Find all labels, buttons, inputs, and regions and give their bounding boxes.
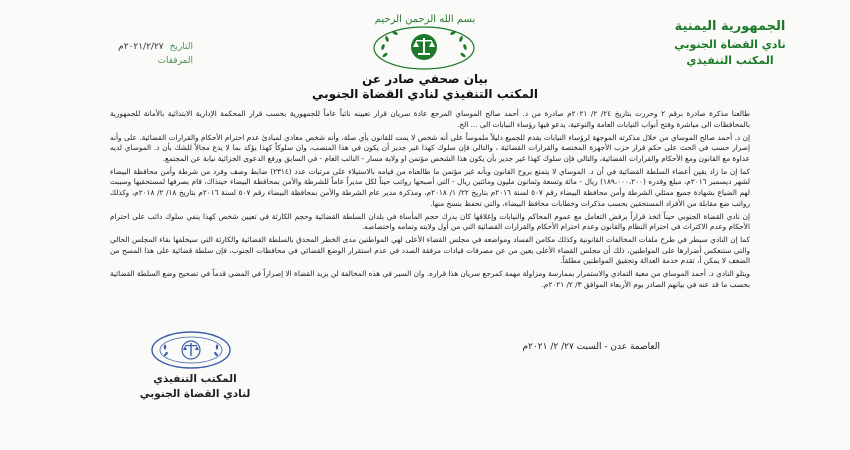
body-paragraph: ويتلو النادي د. أحمد الموساي من معبة التمادي والاستمرار بممارسة ومزاولة مهمة كمرجع سريان هذا قراره. وان السير في هذه المخالفة لن يزيد القضاة الا إصراراً في المضي قدماً في تصحيح وضع السلطة القضائية بحسب ما قد عنه في بيانهم الصادر يوم الأربعاء الموافق ٣/ ٢/ ٢٠٢١م. (110, 269, 750, 289)
signature-line-2: لنادي القضاة الجنوبي (139, 388, 251, 400)
country-name: الجمهورية اليمنية (674, 19, 786, 34)
attachments-row (18, 54, 193, 68)
date-row (18, 40, 193, 54)
body-paragraph: كما إن النادي سيطر في طرح ملفات المخالفات القانونية وكذلك مكامن الفساد ومواضعه في مجلس القضاء الأعلى لهي المواطنين مدى الخطر المحدق بالسلطة القضائية والكارثة التي سيخلفها بقاء المجلس الحالي والتي ستنعكس أضرارها على المواطنين، ذلك أن مجلس القضاء الأعلى يعين من عن مصرفات قيادات مرفقة الصدد في عدم استقرار الوضع القضائي في محافظات الجنوب، فإن سلطة قضائية على هذا المسح من الضعف لا يمكن أ، تقدم خدمة العدالة وتحقيق المواطنين مطلقاً. (110, 235, 750, 266)
body-paragraph: إن نادي القضاة الجنوبي حيناً اتخذ قراراً برفض التعامل مع عموم المحاكم والنيابات وإغلاقها كان يدرك حجم المأساة في بلدان السلطة القضائية وحجم الكارثة في تعيين شخص كهذا ينفي سلوك دائب على احترام الأحكام وعدم الاكتراث في احترام النظام والقانون وعدم احترام الأحكام والقرارات القضائية التي من أول ولايته وتمامه واختصاصه. (110, 211, 750, 232)
date-label: التاريخ (169, 42, 193, 52)
club-name: نادي القضاة الجنوبي (674, 38, 786, 51)
attachments-label: المرفقات (157, 56, 193, 66)
title-line-2: المكتب التنفيذي لنادي القضاة الجنوبي (312, 87, 538, 101)
place-and-date: العاصمة عدن - السبت ٢٧/ ٢/ ٢٠٢١م (522, 342, 660, 352)
club-stamp-seal (150, 330, 232, 370)
statement-body (110, 109, 750, 293)
bismillah-calligraphy: بسم الله الرحمن الرحيم (374, 14, 476, 25)
signature-line-1: المكتب التنفيذي (153, 373, 237, 385)
letterhead-left (18, 40, 193, 68)
club-emblem-logo (371, 25, 477, 70)
letterhead-right (645, 18, 815, 69)
statement-title (180, 72, 670, 102)
office-name: المكتب التنفيذي (686, 54, 774, 67)
date-value: ٢٠٢١/٢/٢٧م (118, 42, 164, 52)
body-paragraph: إن د. أحمد صالح الموساي من خلال مذكرته الموجهة لرؤساء النيابات يقدم للجميع دليلاً ملموساً على أنه شخص لا يمت للقانون بأي صلة، وأنه شخص معادي لمبادئ عدم احترام الأحكام والقرارات القضائية. على وأنه إصرار حسب في الحث على حكم قرار حزب الأجهزة المختصة والقرارات القضائية ، والتالي فإن سلوك كهذا غير جدير أن يكون في هذا المنصب، وان سلوكاً كهذا يؤكد بما لا يدع مجالاً للشك بأن د. الموساي لديه عداوة مع القانون ومع الأحكام والقرارات القضائية، والتالي فإن سلوك كهذا غير جدير بأن يكون هذا الشخص مؤتمن او ولاية مسار - النائب العام - في السابق ورفع الدعوى الجزائية نيابة عن المجتمع. (110, 132, 750, 163)
body-paragraph: طالعنا مذكرة صادرة برقم ٢ وحررت بتاريخ ٢٤/ ٢/ ٢٠٢١م صادرة من د. أحمد صالح الموساي المرجع عادة سريان قرار تعيينه نائباً عاماً للجمهورية بحسب قرار المحكمة الإدارية الابتدائية بالأمانة للجمهورية بالمحافظات الى مباشرة وفتح أبواب النيابات العامة والنوعية، يدعو فيها رؤساء النيابات الى ... الخ. (110, 109, 750, 129)
signature-block (120, 372, 270, 402)
body-paragraph: كما إن ما زاد يقين أعضاء السلطة القضائية في أن د. الموساي لا يتمتع بروح القانون وبأنه غير مؤتمن ما طالعناه من قيامه بالاستيلاء على مرتبات عدد (٢٣١٤) ضابط وصف وفرد من شرطة وأمن محافظة البيضاء لشهر ديسمبر ٢٠١٦م، مبلغ وقدره (١٨٩،٠٠٠،٢٠٠) ريال - مائة وتسعة وثمانون مليون ومائتين ريال - التي أصبحها رواتب حيناً لكل مديراً عاماً للشرطة والأمن بمحافظة البيضاء حينذاك، قام بصرفها لمستحقيها وسببت لهم الضياع بشهادة جميع ممثلي الشرطة وأمن محافظة البيضاء رقم ٥٠٧ لسنة ٢٠١٦م بتاريخ ٢٢/ ١/ ٢٠١٨م، ومذكرة مدير عام الشرطة والأمن بمحافظة البيضاء رقم ٥٠٧ لسنة ٢٠١٦م بتاريخ ١٨/ ٢/ ٢٠١٨م، وكذلك رواتب ضع مقابلة من الأفراد المستحقين بحسب مذكرات وخطابات محافظ البيضاء، والتي تحفظ بنسخ منها. (110, 166, 751, 208)
title-line-1: بيان صحفي صادر عن (362, 72, 488, 86)
